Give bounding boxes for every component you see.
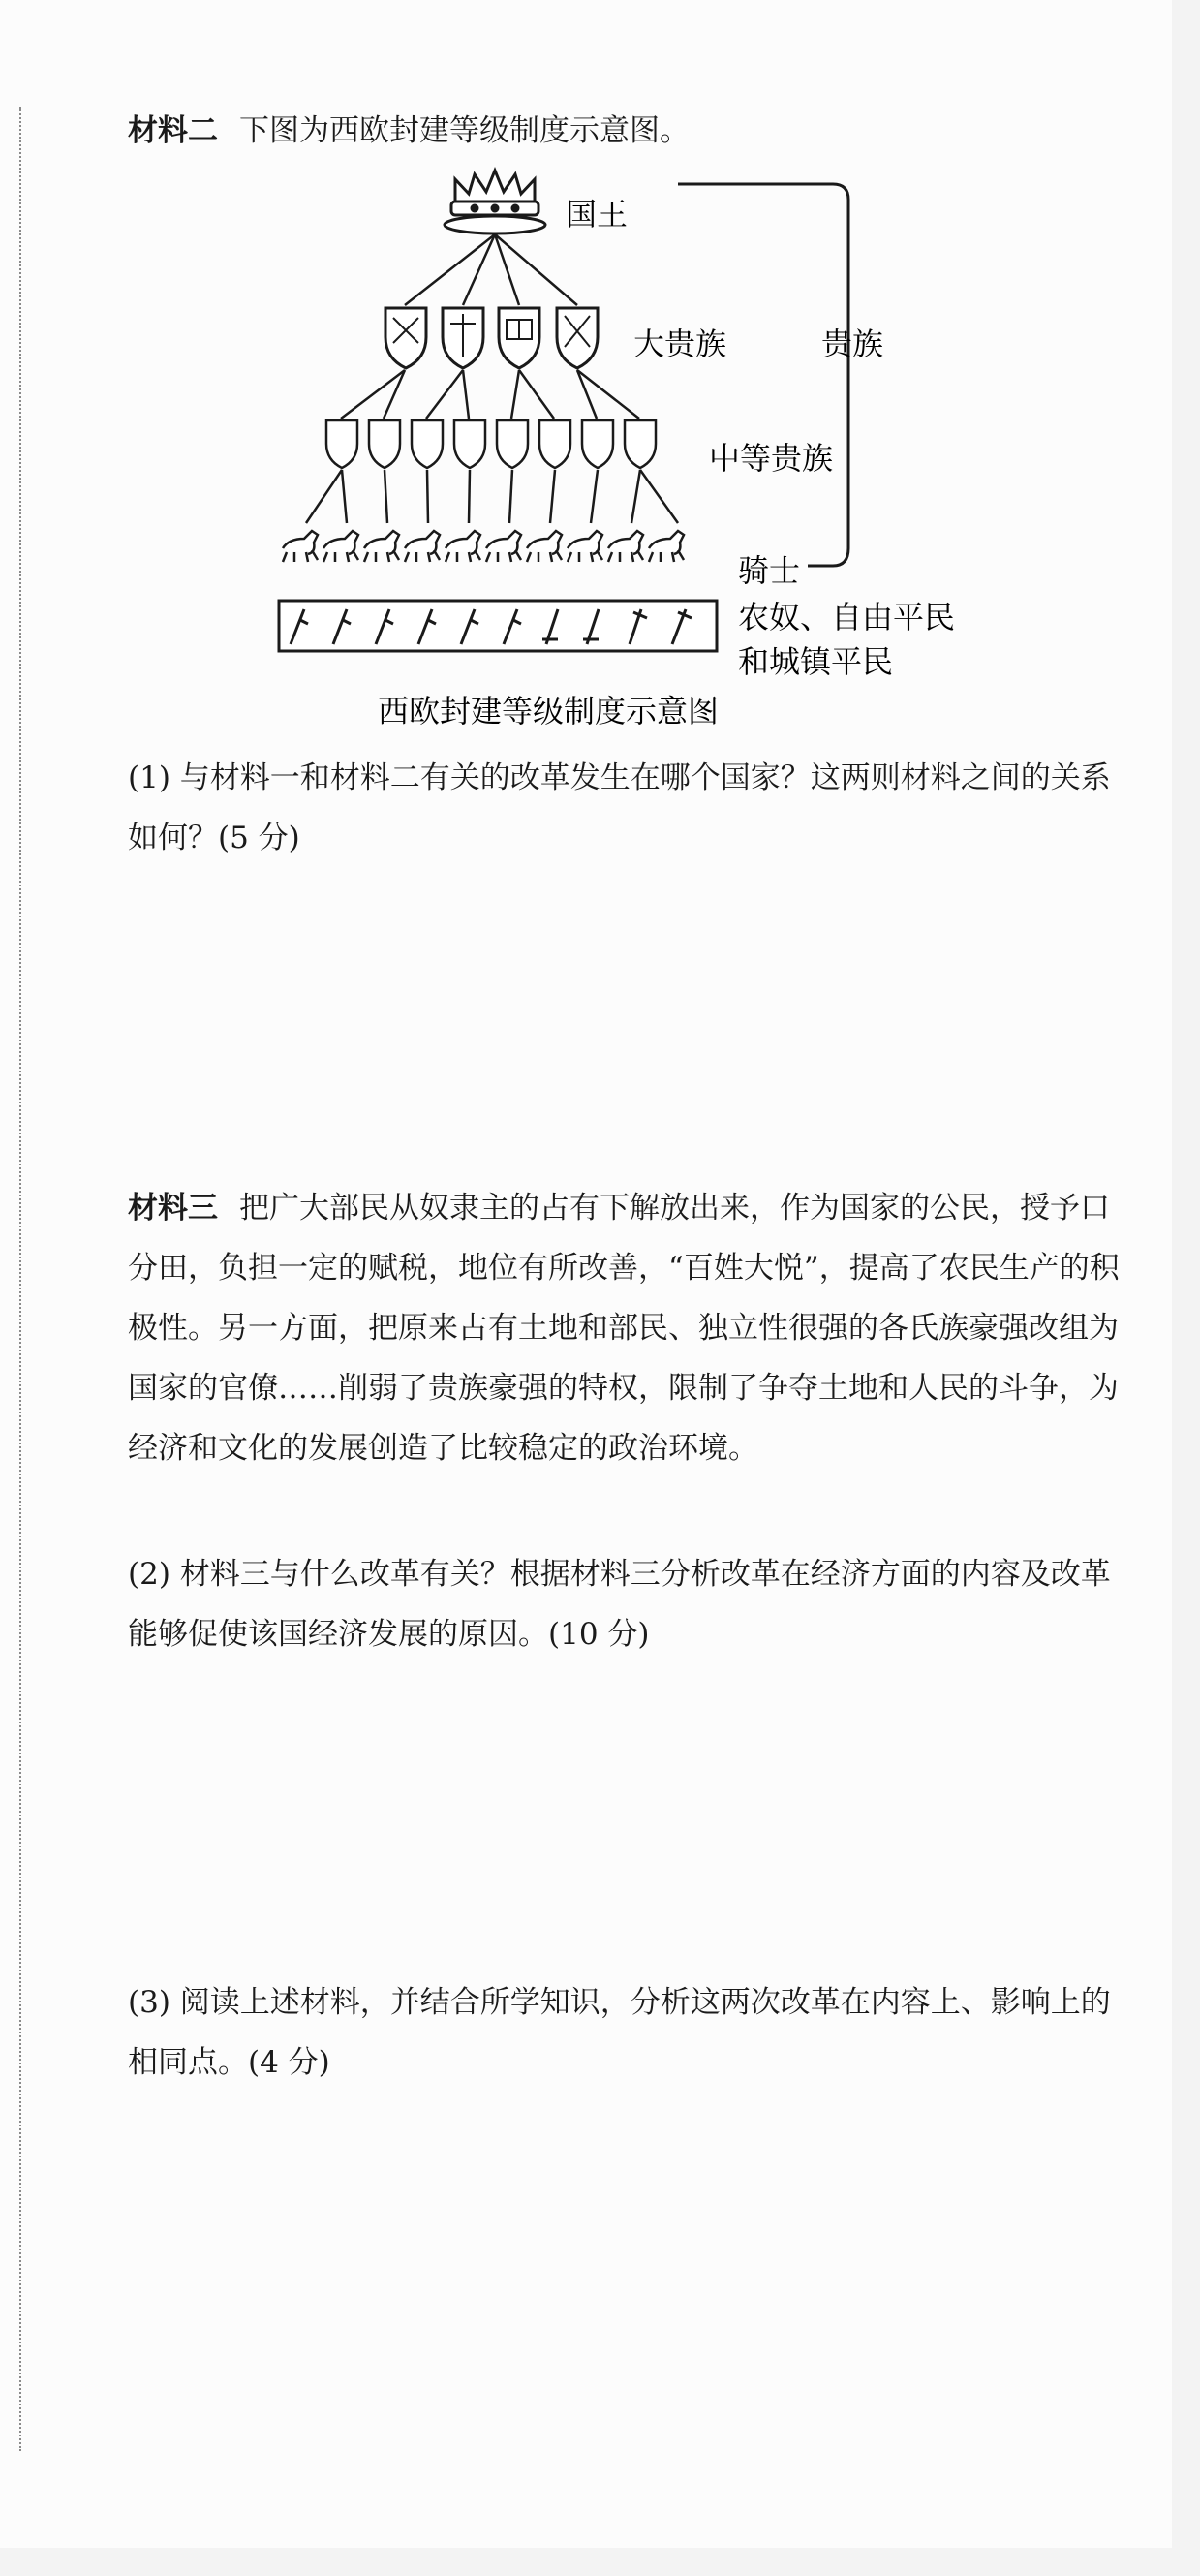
feudal-hierarchy-diagram <box>0 0 1172 736</box>
crown-icon <box>445 171 545 233</box>
label-commoners-2: 和城镇平民 <box>738 643 894 680</box>
material3-paragraph <box>128 1178 1125 1478</box>
peasant-box <box>279 601 717 651</box>
nobles-to-middle-lines <box>341 370 639 419</box>
middle-to-knights-lines <box>306 470 678 523</box>
label-great-nobles: 大贵族 <box>633 326 727 362</box>
material3-text: 把广大部民从奴隶主的占有下解放出来，作为国家的公民，授予口分田，负担一定的赋税，地位有所改善，“百姓大悦”，提高了农民生产的积极性。另一方面，把原来占有土地和部民、独立性很强的各氏族豪强改组为国家的官僚……削弱了贵族豪强的特权，限制了争夺土地和人民的斗争，为经济和文化的发展创造了比较稳定的政治环境。 <box>128 1191 1120 1466</box>
question-2: (2) 材料三与什么改革有关？根据材料三分析改革在经济方面的内容及改革能够促使该国经济发展的原因。(10 分) <box>128 1557 1111 1652</box>
label-king: 国王 <box>566 196 629 233</box>
knight-figures <box>283 531 684 562</box>
diagram-caption: 西欧封建等级制度示意图 <box>378 693 720 729</box>
nobility-bracket <box>678 184 848 566</box>
material2-label: 材料二 <box>128 113 218 148</box>
question-1: (1) 与材料一和材料二有关的改革发生在哪个国家？这两则材料之间的关系如何？(5 分) <box>128 760 1111 855</box>
label-commoners-1: 农奴、自由平民 <box>738 599 956 636</box>
label-knights: 骑士 <box>738 552 801 589</box>
great-noble-shields <box>385 308 598 368</box>
label-nobility: 贵族 <box>821 326 884 362</box>
middle-noble-shields <box>326 420 656 468</box>
material2-intro: 下图为西欧封建等级制度示意图。 <box>239 113 690 148</box>
material3-label: 材料三 <box>128 1191 218 1226</box>
king-to-nobles-lines <box>405 234 577 305</box>
question-3: (3) 阅读上述材料，并结合所学知识，分析这两次改革在内容上、影响上的相同点。(4 分) <box>128 1985 1111 2080</box>
label-middle-nobles: 中等贵族 <box>709 440 834 477</box>
